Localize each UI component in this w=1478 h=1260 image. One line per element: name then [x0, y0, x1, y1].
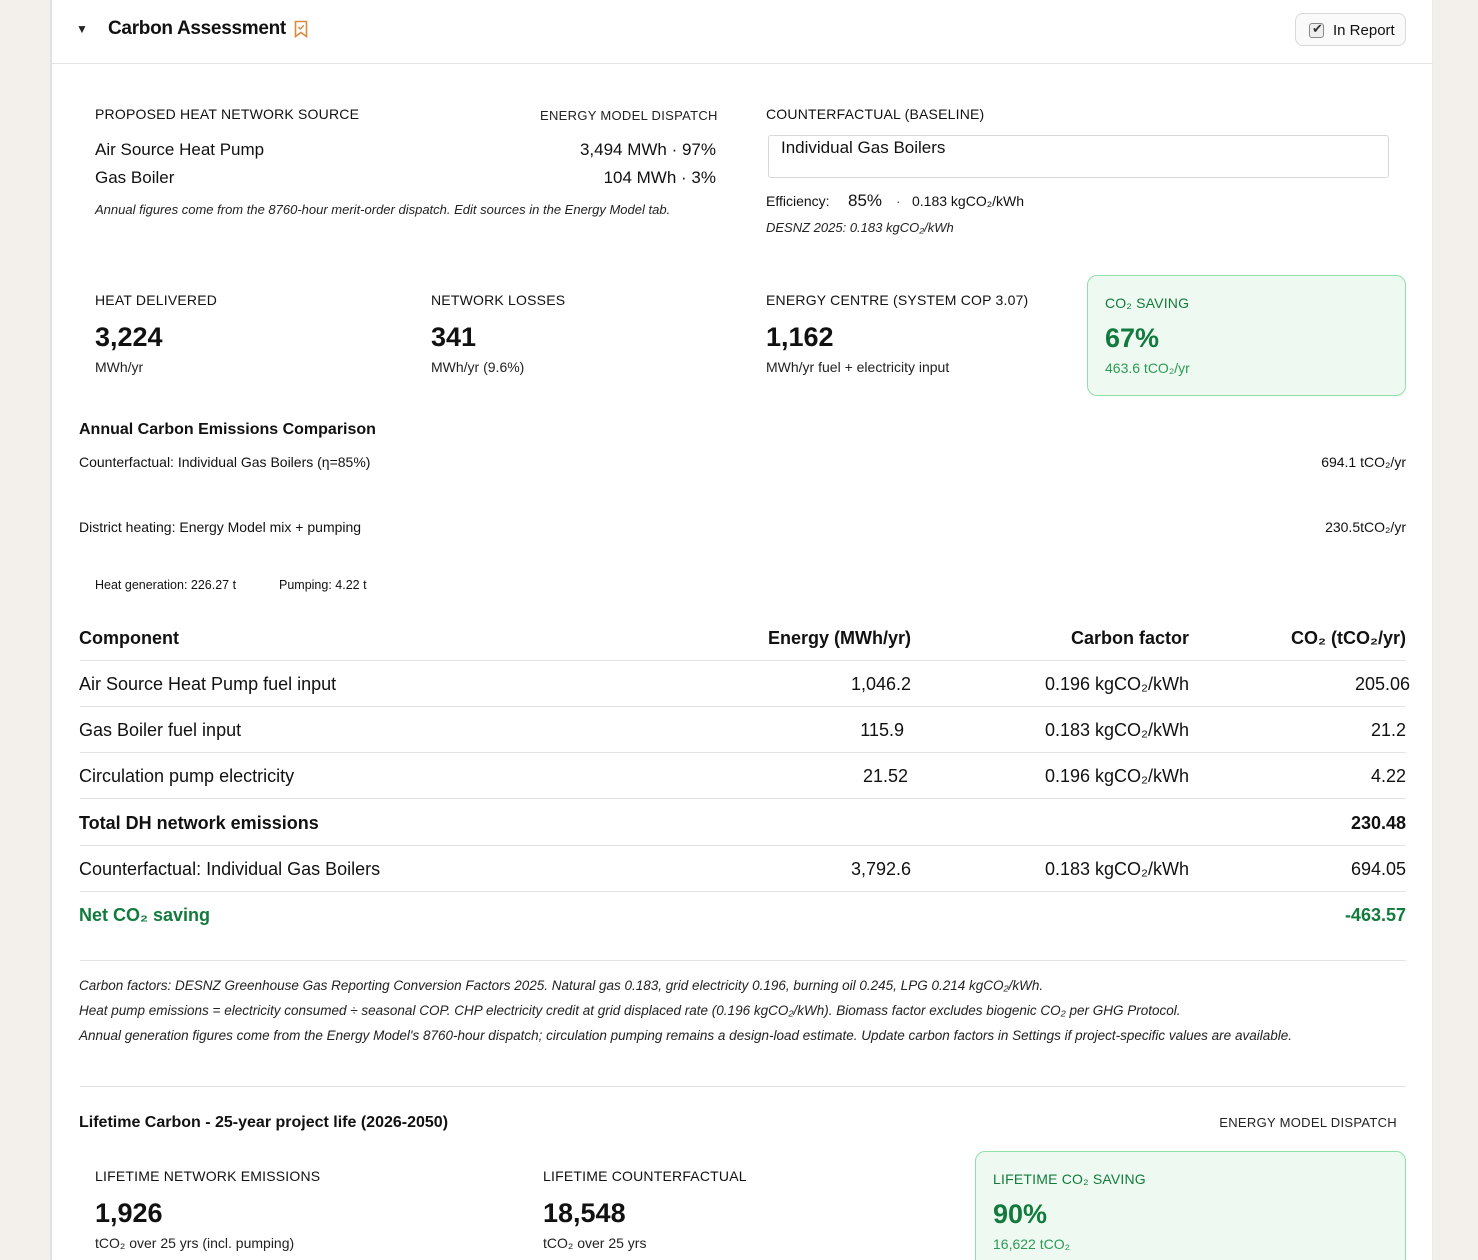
baseline-heading: COUNTERFACTUAL (BASELINE): [766, 106, 985, 122]
divider: [80, 891, 1406, 892]
cell-component: Total DH network emissions: [79, 813, 319, 833]
lifetime-kpi-unit: tCO₂ over 25 yrs: [543, 1235, 647, 1251]
lifetime-saving-card: [975, 1151, 1406, 1260]
co2-saving-value: 67%: [1105, 323, 1160, 353]
source-heading: PROPOSED HEAT NETWORK SOURCE: [95, 106, 360, 122]
in-report-checkbox[interactable]: [1309, 23, 1324, 38]
baseline-input-value: Individual Gas Boilers: [781, 138, 946, 157]
baseline-source: DESNZ 2025: 0.183 kgCO₂/kWh: [766, 220, 954, 235]
lifetime-kpi-unit: tCO₂ over 25 yrs (incl. pumping): [95, 1235, 295, 1251]
cell-component: Air Source Heat Pump fuel input: [79, 674, 337, 694]
source-value: 3,494 MWh · 97%: [579, 140, 716, 159]
kpi-unit: MWh/yr: [95, 359, 144, 375]
kpi-unit: MWh/yr (9.6%): [431, 359, 525, 375]
divider: [80, 845, 1406, 846]
efficiency-label: Efficiency:: [766, 193, 830, 209]
source-value: 104 MWh · 3%: [603, 168, 716, 187]
lifetime-kpi-value: 18,548: [543, 1198, 626, 1228]
cell-component: Counterfactual: Individual Gas Boilers: [79, 859, 381, 879]
cell-energy: 21.52: [862, 766, 908, 786]
divider: [80, 1086, 1406, 1087]
lifetime-saving-value: 90%: [993, 1199, 1048, 1229]
divider: [80, 660, 1406, 661]
lifetime-badge: ENERGY MODEL DISPATCH: [1219, 1115, 1397, 1130]
lifetime-kpi-value: 1,926: [95, 1198, 163, 1228]
in-report-toggle[interactable]: [1295, 13, 1406, 46]
efficiency-value: 85%: [848, 191, 883, 210]
cell-co2: -463.57: [1344, 905, 1406, 925]
lifetime-saving-sub: 16,622 tCO₂: [993, 1236, 1071, 1252]
kpi-value: 3,224: [95, 322, 163, 352]
kpi-unit: MWh/yr fuel + electricity input: [766, 359, 950, 375]
source-name: Gas Boiler: [95, 168, 175, 187]
lifetime-saving-label: LIFETIME CO₂ SAVING: [993, 1171, 1146, 1187]
dh-value: 230.5tCO₂/yr: [1325, 519, 1406, 535]
lifetime-kpi-label: LIFETIME COUNTERFACTUAL: [543, 1168, 747, 1184]
kpi-value: 341: [431, 322, 477, 352]
co2-saving-label: CO₂ SAVING: [1105, 295, 1190, 311]
counterfactual-value: 694.1 tCO₂/yr: [1321, 454, 1406, 470]
cell-energy: 3,792.6: [850, 859, 911, 879]
source-note: Annual figures come from the 8760-hour merit-order dispatch. Edit sources in the Energy Model tab.: [95, 202, 671, 217]
source-name: Air Source Heat Pump: [95, 140, 265, 159]
table-header-factor: Carbon factor: [1070, 628, 1189, 648]
kpi-label: HEAT DELIVERED: [95, 292, 218, 308]
cell-factor: 0.183 kgCO₂/kWh: [1044, 720, 1189, 740]
cell-co2: 205.06: [1354, 674, 1410, 694]
dh-label: District heating: Energy Model mix + pumping: [79, 519, 362, 535]
source-badge: ENERGY MODEL DISPATCH: [540, 108, 718, 123]
baseline-factor: 0.183 kgCO₂/kWh: [912, 193, 1025, 209]
cell-factor: 0.196 kgCO₂/kWh: [1044, 766, 1189, 786]
table-header-co2: CO₂ (tCO₂/yr): [1291, 628, 1406, 648]
in-report-label: In Report: [1333, 22, 1395, 39]
cell-co2: 4.22: [1370, 766, 1406, 786]
cell-component: Gas Boiler fuel input: [79, 720, 242, 740]
co2-saving-card: [1087, 275, 1406, 396]
kpi-label: NETWORK LOSSES: [431, 292, 566, 308]
cell-factor: 0.183 kgCO₂/kWh: [1044, 859, 1189, 879]
heat-generation-breakdown: Heat generation: 226.27 t: [95, 578, 237, 592]
cell-factor: 0.196 kgCO₂/kWh: [1044, 674, 1189, 694]
cell-co2: 694.05: [1350, 859, 1406, 879]
cell-energy: 115.9: [860, 720, 904, 740]
comparison-title: Annual Carbon Emissions Comparison: [79, 421, 376, 438]
kpi-label: ENERGY CENTRE (SYSTEM COP 3.07): [766, 292, 1029, 308]
lifetime-title: Lifetime Carbon - 25-year project life (2026-2050): [79, 1114, 449, 1131]
cell-component: Circulation pump electricity: [79, 766, 295, 786]
cell-co2: 21.2: [1370, 720, 1406, 740]
kpi-value: 1,162: [766, 322, 834, 352]
footnote: Annual generation figures come from the Energy Model's 8760-hour dispatch; circulation pumping remains a design-load estimate. Update carbon factors in Settings if project-specific values are available.: [79, 1028, 1292, 1043]
card-title: Carbon Assessment: [108, 18, 286, 39]
divider: [80, 752, 1406, 753]
footnote: Carbon factors: DESNZ Greenhouse Gas Reporting Conversion Factors 2025. Natural gas 0.183, grid electricity 0.196, burning oil 0.245, LPG 0.214 kgCO₂/kWh.: [79, 978, 1044, 993]
table-header-component: Component: [79, 628, 179, 648]
check-icon: ✔: [1312, 21, 1323, 36]
cell-co2: 230.48: [1350, 813, 1406, 833]
divider: [80, 960, 1406, 961]
footnotes: [79, 976, 1379, 1046]
cell-component: Net CO₂ saving: [79, 905, 211, 925]
pumping-breakdown: Pumping: 4.22 t: [279, 578, 367, 592]
divider: [80, 798, 1406, 799]
divider: [80, 706, 1406, 707]
collapse-caret-icon[interactable]: ▼: [76, 22, 88, 36]
cell-energy: 1,046.2: [850, 674, 911, 694]
separator: ·: [896, 193, 901, 209]
card-header[interactable]: [52, 0, 1433, 64]
lifetime-kpi-label: LIFETIME NETWORK EMISSIONS: [95, 1168, 321, 1184]
counterfactual-label: Counterfactual: Individual Gas Boilers (η=85%): [79, 454, 371, 470]
footnote: Heat pump emissions = electricity consumed ÷ seasonal COP. CHP electricity credit at grid displaced rate (0.196 kgCO₂/kWh). Biomass factor excludes biogenic CO₂ per GHG Protocol.: [79, 1003, 1181, 1018]
carbon-assessment-card: [50, 0, 1433, 1260]
baseline-input[interactable]: [768, 135, 1389, 178]
co2-saving-sub: 463.6 tCO₂/yr: [1105, 360, 1190, 376]
bookmark-icon[interactable]: [294, 20, 308, 38]
table-header-energy: Energy (MWh/yr): [767, 628, 911, 648]
